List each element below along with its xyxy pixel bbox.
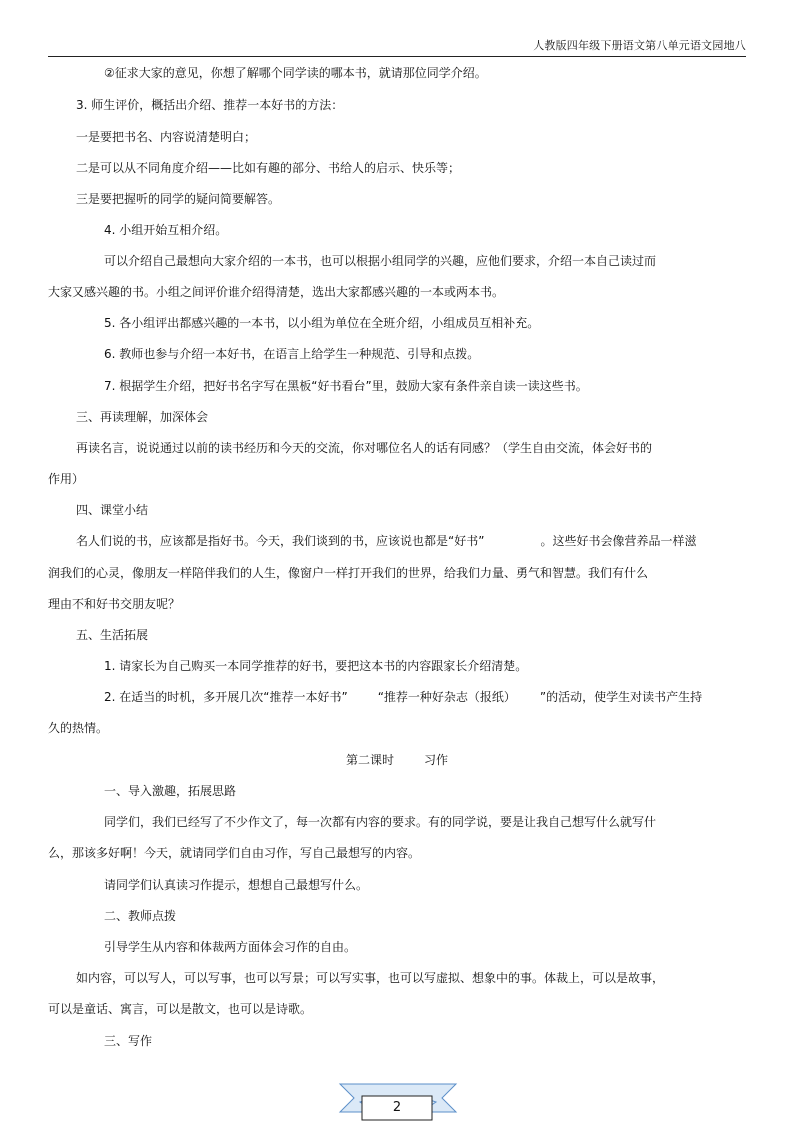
running-header: 人教版四年级下册语文第八单元语文园地八 [533,39,746,52]
lesson-title-part: 习作 [424,753,449,767]
text-segment: 2. 在适当的时机，多开展几次“推荐一本好书” [104,690,348,704]
paragraph-line: 5. 各小组评出都感兴趣的一本书，以小组为单位在全班介绍，小组成员互相补充。 [104,316,540,330]
paragraph-line: 引导学生从内容和体裁两方面体会习作的自由。 [104,940,357,954]
paragraph-line: 一是要把书名、内容说清楚明白； [76,130,257,144]
paragraph-line: 1. 请家长为自己购买一本同学推荐的好书，要把这本书的内容跟家长介绍清楚。 [104,659,528,673]
paragraph-line: 4. 小组开始互相介绍。 [104,223,228,237]
paragraph-line: 3. 师生评价，概括出介绍、推荐一本好书的方法： [76,98,344,112]
paragraph-line: 三是要把握听的同学的疑问简要解答。 [76,192,281,206]
paragraph-line: 理由不和好书交朋友呢？ [48,597,181,611]
text-segment: 名人们说的书，应该都是指好书。今天，我们谈到的书，应该说也都是“好书” [76,534,485,548]
paragraph-line: 可以是童话、寓言，可以是散文，也可以是诗歌。 [48,1002,313,1016]
paragraph-line: 大家又感兴趣的书。小组之间评价谁介绍得清楚，选出大家都感兴趣的一本或两本书。 [48,285,505,299]
paragraph-line [104,689,702,705]
lesson-title [0,752,794,768]
paragraph-line: 作用） [48,472,85,486]
section-heading: 三、再读理解，加深体会 [76,410,209,424]
section-heading: 一、导入激趣，拓展思路 [104,784,237,798]
text-segment: “推荐一种好杂志（报纸） [377,690,516,704]
paragraph-line: 二是可以从不同角度介绍——比如有趣的部分、书给人的启示、快乐等； [76,161,461,175]
section-heading: 四、课堂小结 [76,503,149,517]
lesson-title-part: 第二课时 [345,753,394,767]
paragraph-line: 6. 教师也参与介绍一本好书，在语言上给学生一种规范、引导和点拨。 [104,347,480,361]
paragraph-line: 同学们，我们已经写了不少作文了，每一次都有内容的要求。有的同学说，要是让我自己想写什么就写什 [104,815,657,829]
paragraph-line: 再读名言，说说通过以前的读书经历和今天的交流，你对哪位名人的话有同感？（学生自由交流，体会好书的 [76,441,653,455]
section-heading: 三、写作 [104,1034,153,1048]
paragraph-line: 如内容，可以写人，可以写事，也可以写景；可以写实事，也可以写虚拟、想象中的事。体裁上，可以是故事， [76,971,665,985]
text-segment: 。这些好书会像营养品一样滋 [540,534,697,548]
paragraph-line: 久的热情。 [48,721,109,735]
text-segment: ”的活动，使学生对读书产生持 [539,690,703,704]
paragraph-line [76,533,696,549]
paragraph-line: 请同学们认真读习作提示，想想自己最想写什么。 [104,878,369,892]
page-number: 2 [392,1100,402,1115]
paragraph-line: ②征求大家的意见，你想了解哪个同学读的哪本书，就请那位同学介绍。 [104,66,487,80]
paragraph-line: 7. 根据学生介绍，把好书名字写在黑板“好书看台”里，鼓励大家有条件亲自读一读这些书。 [104,379,588,393]
section-heading: 五、生活拓展 [76,628,149,642]
header-rule [48,56,746,57]
paragraph-line: 可以介绍自己最想向大家介绍的一本书，也可以根据小组同学的兴趣，应他们要求，介绍一本自己读过而 [104,254,657,268]
paragraph-line: 润我们的心灵，像朋友一样陪伴我们的人生，像窗户一样打开我们的世界，给我们力量、勇气和智慧。我们有什么 [48,566,649,580]
paragraph-line: 么，那该多好啊！今天，就请同学们自由习作，写自己最想写的内容。 [48,846,421,860]
section-heading: 二、教师点拨 [104,909,177,923]
